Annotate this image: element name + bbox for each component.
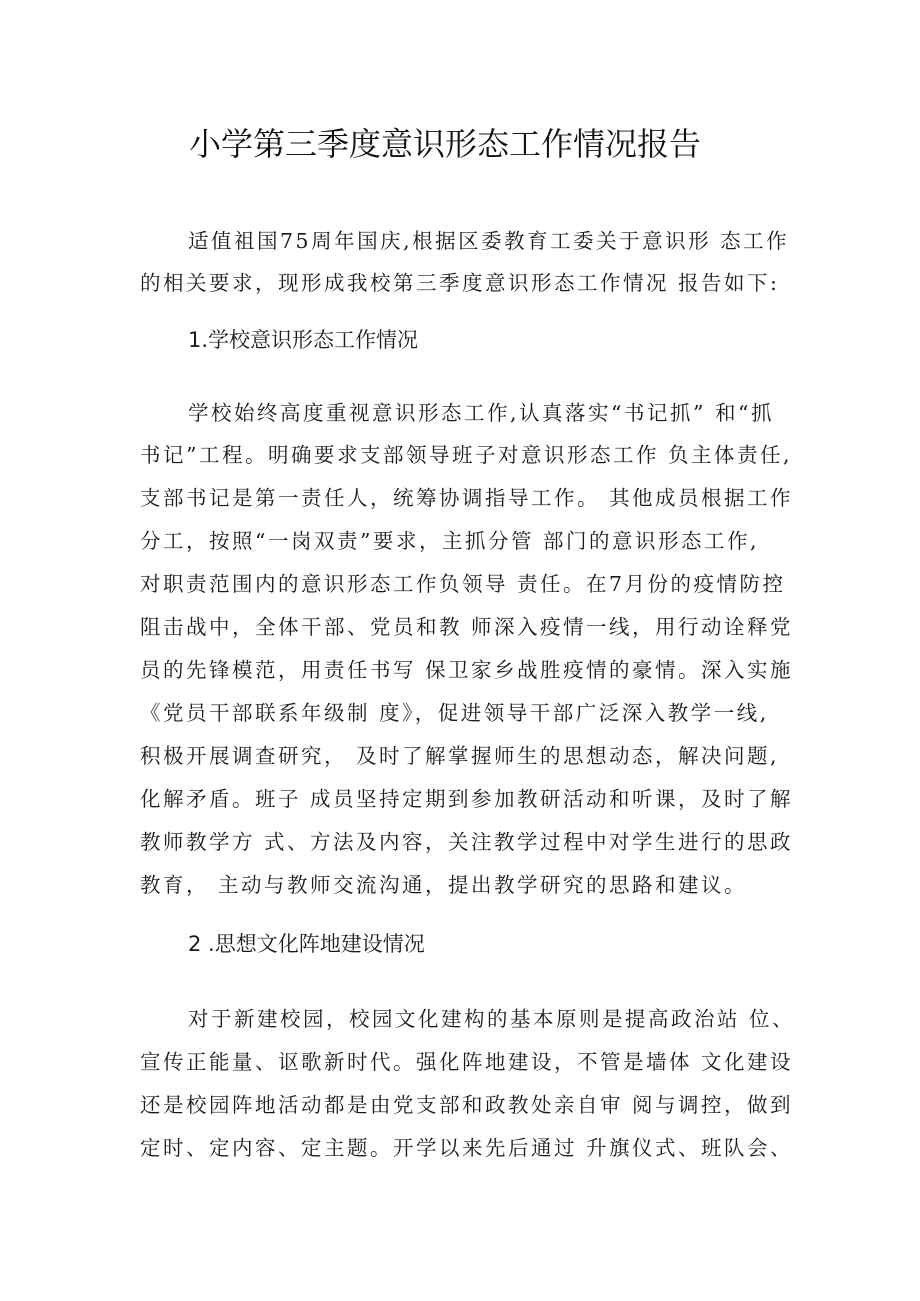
section-2-line: 还是校园阵地活动都是由党支部和政教处亲自审 阅与调控，做到 xyxy=(140,1093,794,1117)
document-title: 小学第三季度意识形态工作情况报告 xyxy=(188,125,701,163)
section-1-line: 教师教学方 式、方法及内容，关注教学过程中对学生进行的思政 xyxy=(140,830,794,854)
section-1-line: 书记”工程。明确要求支部领导班子对意识形态工作 负主体责任, xyxy=(140,443,793,467)
section-2-line: 宣传正能量、讴歌新时代。强化阵地建设，不管是墙体 文化建设 xyxy=(140,1050,794,1074)
intro-line: 适值祖国75周年国庆,根据区委教育工委关于意识形 态工作 xyxy=(188,229,790,253)
section-1-line: 员的先锋模范，用责任书写 保卫家乡战胜疫情的豪情。深入实施 xyxy=(140,658,794,682)
section-1-line: 《党员干部联系年级制 度》，促进领导干部广泛深入教学一线, xyxy=(140,701,769,725)
section-1-line: 对职责范围内的意识形态工作负领导 责任。在7月份的疫情防控 xyxy=(140,572,786,596)
section-1-line: 学校始终高度重视意识形态工作,认真落实“书记抓” 和“抓 xyxy=(188,401,774,425)
section-1-line: 化解矛盾。班子 成员坚持定期到参加教研活动和听课，及时了解 xyxy=(140,787,794,811)
section-1-line: 教育， 主动与教师交流沟通，提出教学研究的思路和建议。 xyxy=(140,873,748,897)
section-1-heading: 1.学校意识形态工作情况 xyxy=(188,328,419,352)
intro-line: 的相关要求，现形成我校第三季度意识形态工作情况 报告如下: xyxy=(140,271,780,295)
section-1-line: 积极开展调查研究， 及时了解掌握师生的思想动态，解决问题, xyxy=(140,744,780,768)
section-1-line: 支部书记是第一责任人，统筹协调指导工作。 其他成员根据工作 xyxy=(140,486,794,510)
section-2-line: 对于新建校园，校园文化建构的基本原则是提高政治站 位、 xyxy=(188,1007,796,1031)
section-1-line: 分工，按照“一岗双责”要求，主抓分管 部门的意识形态工作, xyxy=(140,529,759,553)
section-2-line: 定时、定内容、定主题。开学以来先后通过 升旗仪式、班队会、 xyxy=(140,1136,794,1160)
section-2-heading: 2 .思想文化阵地建设情况 xyxy=(188,932,425,956)
section-1-line: 阻击战中，全体干部、党员和教 师深入疫情一线，用行动诠释党 xyxy=(140,615,794,639)
